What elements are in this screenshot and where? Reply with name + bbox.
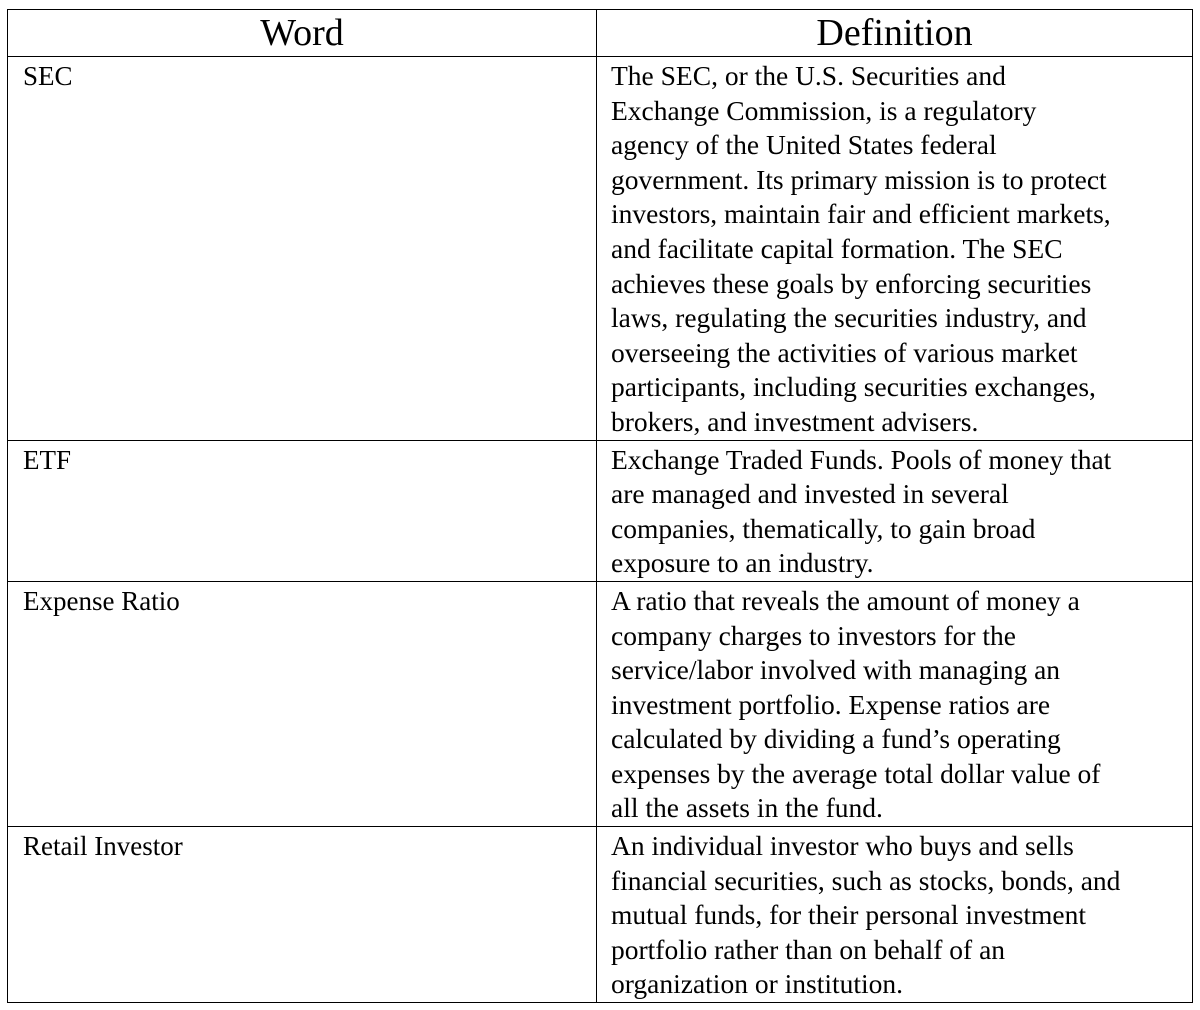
header-word: Word [8, 10, 597, 57]
header-row [8, 10, 1193, 57]
definition-line: overseeing the activities of various market [611, 336, 1078, 368]
definition-line: A ratio that reveals the amount of money a [611, 584, 1080, 616]
table-row [8, 581, 1193, 826]
definition-line: Exchange Traded Funds. Pools of money that [611, 443, 1112, 475]
definition-line: companies, thematically, to gain broad [611, 512, 1036, 544]
definition-line: An individual investor who buys and sells [611, 830, 1074, 862]
term-cell: Retail Investor [8, 827, 597, 1003]
definition-line: all the assets in the fund. [611, 792, 883, 824]
header-definition: Definition [597, 10, 1193, 57]
term-cell: Expense Ratio [8, 581, 597, 826]
definition-line: are managed and invested in several [611, 478, 1009, 510]
definition-line: exposure to an industry. [611, 547, 874, 579]
definition-line: service/labor involved with managing an [611, 654, 1061, 686]
definition-line: expenses by the average total dollar value of [611, 757, 1101, 789]
definition-line: The SEC, or the U.S. Securities and [611, 60, 1006, 91]
definition-line: calculated by dividing a fund’s operating [611, 723, 1061, 755]
definition-line: and facilitate capital formation. The SEC [611, 232, 1063, 264]
definition-line: mutual funds, for their personal investment [611, 899, 1087, 931]
definition-line: brokers, and investment advisers. [611, 405, 979, 437]
definition-line: investment portfolio. Expense ratios are [611, 688, 1051, 720]
definition-line: portfolio rather than on behalf of an [611, 933, 1006, 965]
definition-cell [597, 440, 1193, 581]
definition-line: achieves these goals by enforcing securities [611, 267, 1092, 299]
definition-line: company charges to investors for the [611, 619, 1017, 651]
definition-line: laws, regulating the securities industry, and [611, 302, 1087, 334]
table-row [8, 57, 1193, 441]
glossary-table [7, 9, 1193, 1003]
term-cell: ETF [8, 440, 597, 581]
table-row [8, 440, 1193, 581]
definition-cell [597, 581, 1193, 826]
definition-line: organization or institution. [611, 968, 904, 1000]
definition-line: participants, including securities exchanges, [611, 371, 1096, 403]
definition-line: government. Its primary mission is to protect [611, 163, 1107, 195]
definition-cell [597, 827, 1193, 1003]
definition-line: Exchange Commission, is a regulatory [611, 94, 1037, 126]
definition-line: agency of the United States federal [611, 129, 997, 161]
definition-cell [597, 57, 1193, 441]
definition-line: financial securities, such as stocks, bonds, and [611, 864, 1121, 896]
definition-line: investors, maintain fair and efficient markets, [611, 198, 1111, 230]
table-row [8, 827, 1193, 1003]
term-cell: SEC [8, 57, 597, 441]
